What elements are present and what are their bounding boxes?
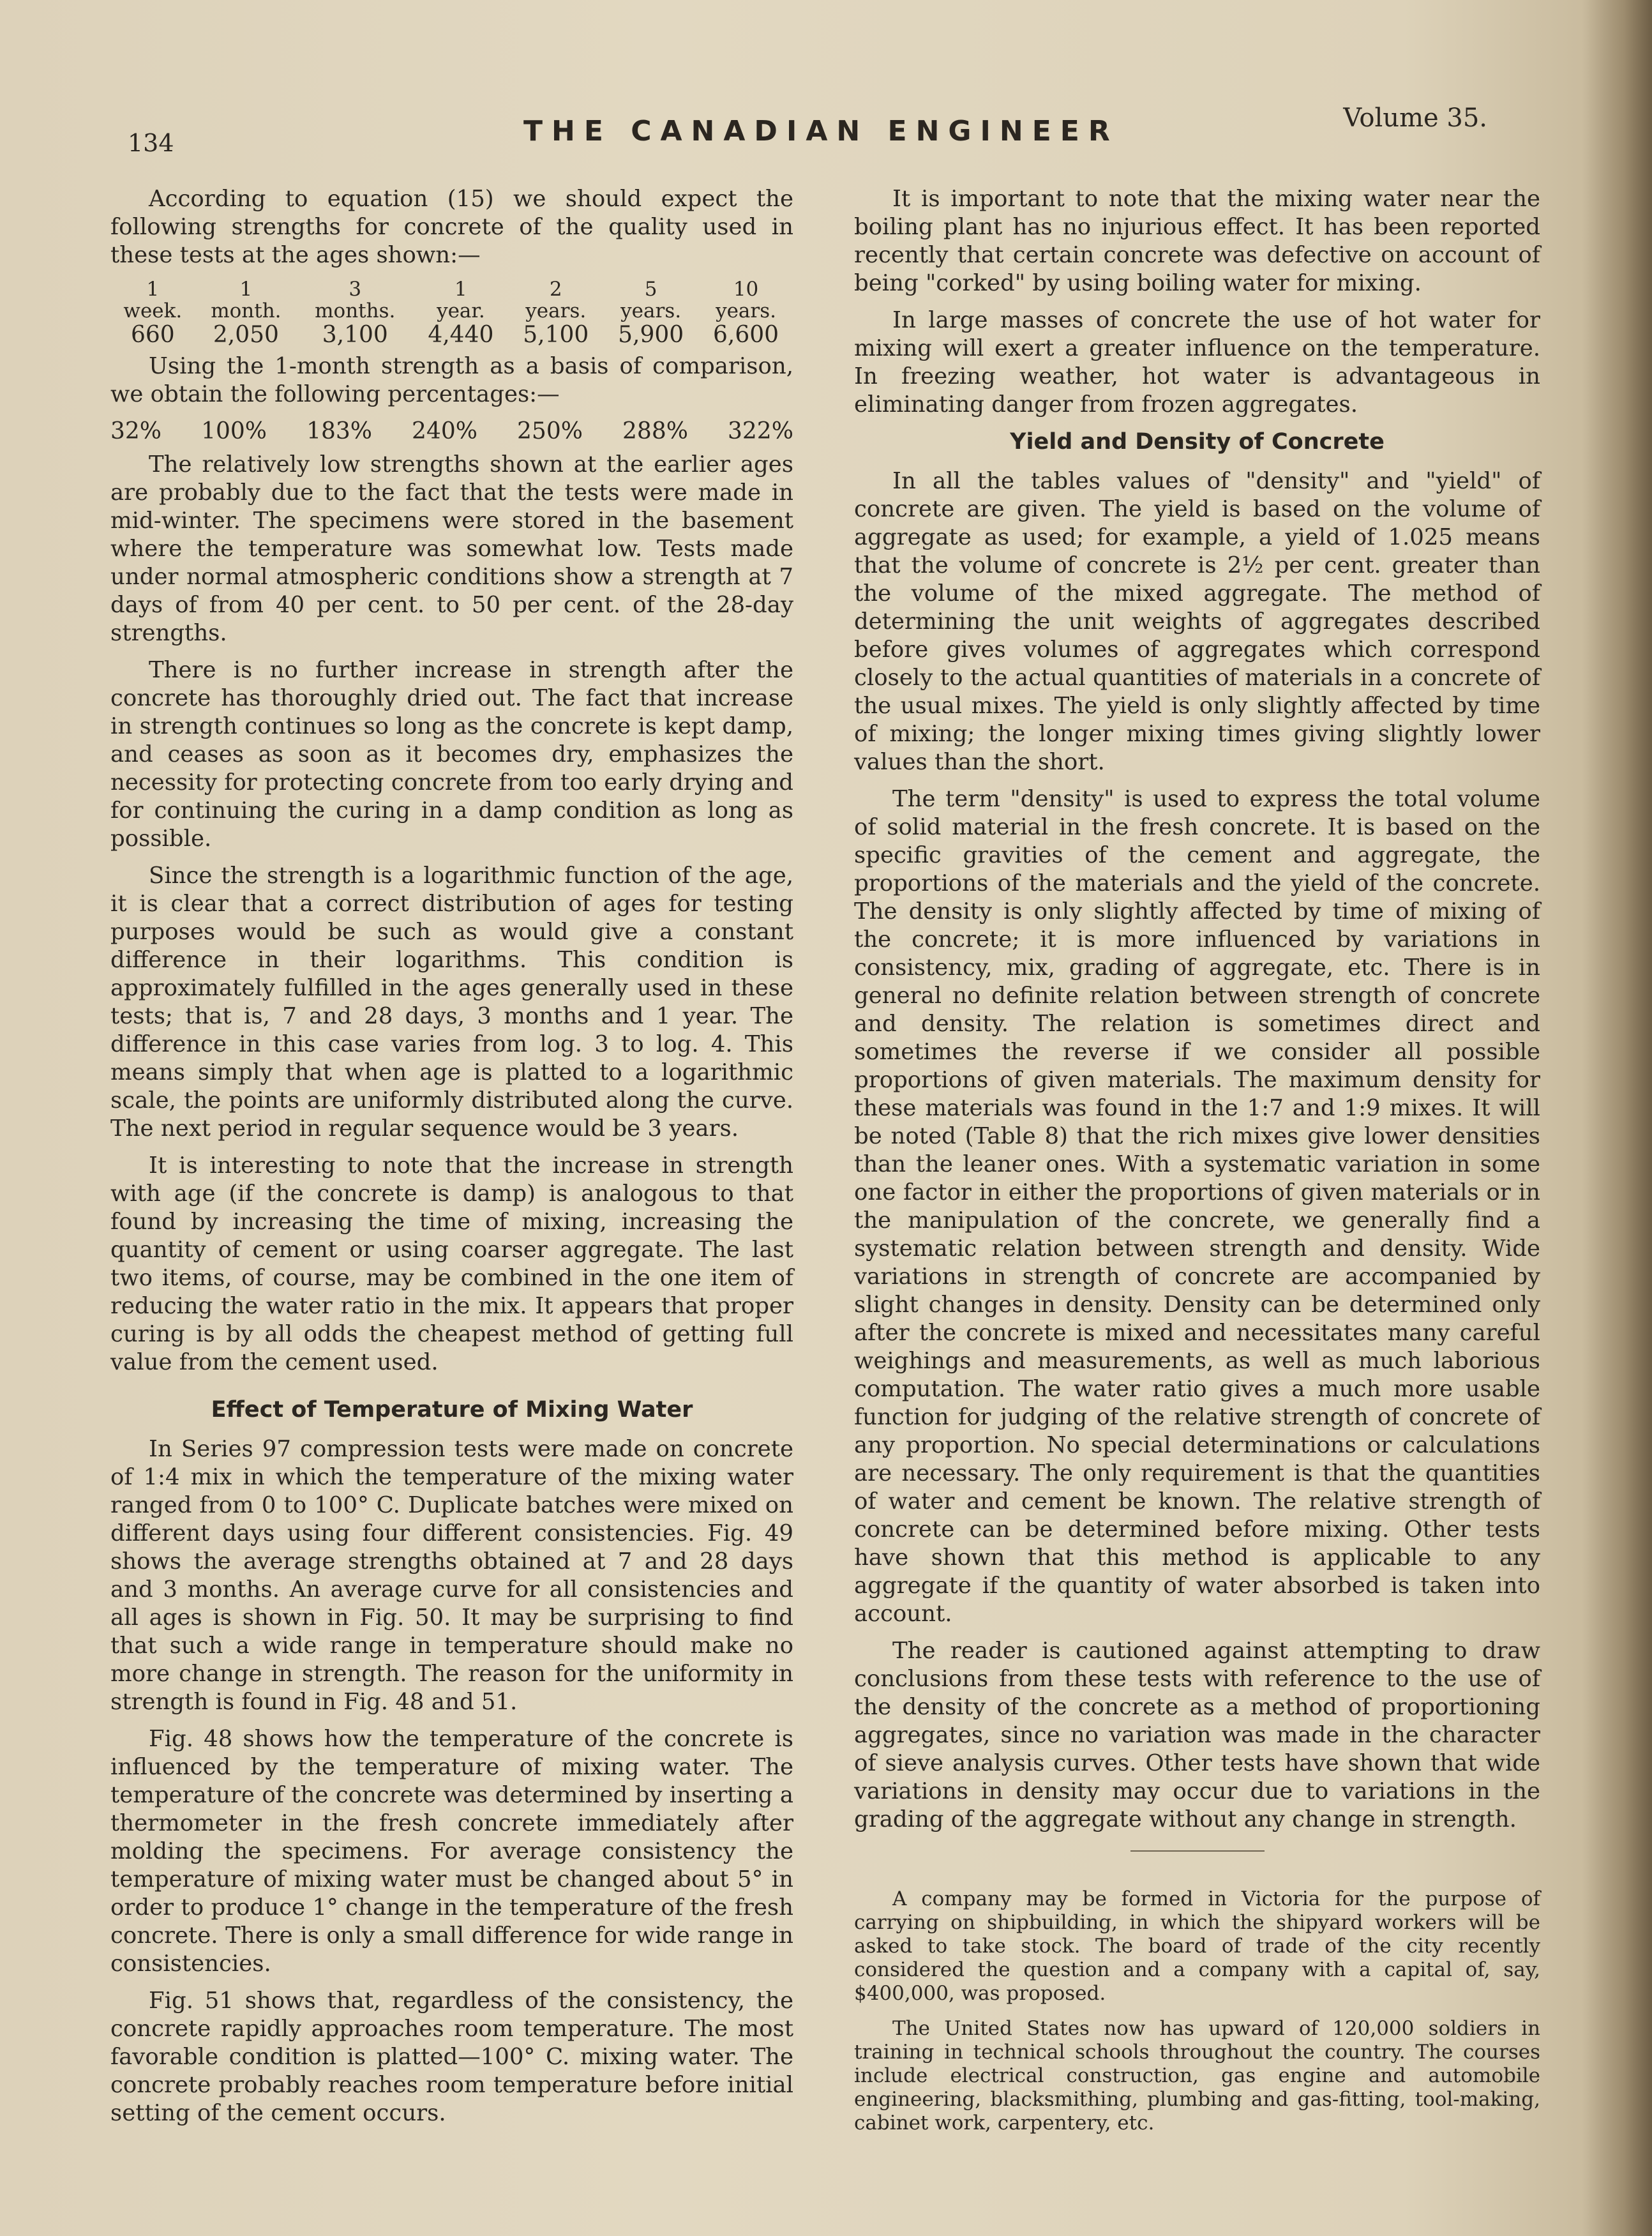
age-count: 1 [239, 278, 253, 301]
age-unit: months. [315, 299, 396, 322]
divider [1130, 1850, 1265, 1852]
strength-value: 5,900 [618, 322, 684, 348]
age-unit-row [110, 300, 793, 322]
strength-value: 6,600 [713, 322, 779, 348]
age-count: 1 [146, 278, 160, 301]
age-unit: years. [525, 299, 587, 322]
page-number: 134 [128, 129, 174, 157]
percentage: 250% [517, 418, 583, 444]
binding-shadow [1582, 0, 1652, 2236]
paragraph: According to equation (15) we should expect the following strengths for concrete of the quality used in these tests at the ages shown:— [110, 186, 793, 268]
news-notes [854, 1887, 1540, 2135]
news-note: A company may be formed in Victoria for the purpose of carrying on shipbuilding, in which the shipyard workers will be asked to take stock. The board of trade of the city recently considered the question and a company with a capital of, say, $400,000, was proposed. [854, 1887, 1540, 2005]
age-unit: years. [620, 299, 682, 322]
strength-value: 4,440 [428, 322, 494, 348]
paragraph: Fig. 51 shows that, regardless of the consistency, the concrete rapidly approaches room temperature. The most favorable condition is platted—100° C. mixing water. The concrete probably reaches room temperature before initial setting of the cement occurs. [110, 1988, 793, 2126]
age-count: 2 [549, 278, 562, 301]
section-heading: Effect of Temperature of Mixing Water [211, 1397, 693, 1423]
paragraph: The reader is cautioned against attempting to draw conclusions from these tests with reference to the use of the density of the concrete as a method of proportioning aggregates, since no variation was made in the character of sieve analysis curves. Other tests have shown that wide variations in density may occur due to variations in the grading of the aggregate without any change in strength. [854, 1638, 1540, 1832]
right-column [854, 185, 1540, 2147]
paragraph: Using the 1-month strength as a basis of comparison, we obtain the following percentages:— [110, 353, 793, 407]
paragraph: In all the tables values of "density" and "yield" of concrete are given. The yield is based on the volume of aggregate as used; for example, a yield of 1.025 means that the volume of concrete is 2½ per cent. greater than the volume of the mixed aggregate. The method of determining the unit weights of aggregates described before gives volumes of aggregates which correspond closely to the actual quantities of materials in a concrete of the usual mixes. The yield is only slightly affected by time of mixing; the longer mixing times giving slightly lower values than the short. [854, 468, 1540, 775]
percentage: 322% [728, 418, 793, 444]
percentage: 183% [306, 418, 372, 444]
paragraph: In large masses of concrete the use of hot water for mixing will exert a greater influence on the temperature. In freezing weather, hot water is advantageous in eliminating danger from frozen aggregates. [854, 307, 1540, 418]
age-count: 5 [644, 278, 657, 301]
paragraph: Fig. 48 shows how the temperature of the concrete is influenced by the temperature of mixing water. The temperature of the concrete was determined by inserting a thermometer in the fresh concrete immediately after molding the specimens. For average consistency the temperature of mixing water must be changed about 5° in order to produce 1° change in the temperature of the fresh concrete. There is only a small difference for wide range in consistencies. [110, 1726, 793, 1977]
age-count: 3 [349, 278, 362, 301]
age-count-row [110, 278, 793, 300]
section-heading: Yield and Density of Concrete [1010, 429, 1385, 455]
strength-value: 5,100 [523, 322, 589, 348]
age-count: 1 [454, 278, 467, 301]
paragraph: It is important to note that the mixing water near the boiling plant has no injurious effect. It has been reported recently that certain concrete was defective on account of being "corked" by using boiling water for mixing. [854, 186, 1540, 296]
paragraph: In Series 97 compression tests were made on concrete of 1:4 mix in which the temperature of the mixing water ranged from 0 to 100° C. Duplicate batches were mixed on different days using four different consistencies. Fig. 49 shows the average strengths obtained at 7 and 28 days and 3 months. An average curve for all consistencies and all ages is shown in Fig. 50. It may be surprising to find that such a wide range in temperature should make no more change in strength. The reason for the uniformity in strength is found in Fig. 48 and 51. [110, 1436, 793, 1715]
volume-label: Volume 35. [1343, 103, 1487, 133]
age-unit: year. [437, 299, 485, 322]
age-unit: years. [716, 299, 777, 322]
paragraph: The relatively low strengths shown at the earlier ages are probably due to the fact that the tests were made in mid-winter. The specimens were stored in the basement where the temperature was somewhat low. Tests made under normal atmospheric conditions show a strength at 7 days of from 40 per cent. to 50 per cent. of the 28-day strengths. [110, 451, 793, 646]
percentage: 32% [110, 418, 162, 444]
age-unit: month. [211, 299, 282, 322]
percentage: 288% [622, 418, 688, 444]
strength-by-age-table [110, 278, 793, 346]
percentages-row [110, 418, 793, 446]
journal-title: THE CANADIAN ENGINEER [523, 115, 1119, 147]
left-column [110, 185, 793, 2136]
paragraph: The term "density" is used to express the total volume of solid material in the fresh concrete. It is based on the specific gravities of the cement and aggregate, the proportions of the materials and the yield of the concrete. The density is only slightly affected by time of mixing of the concrete; it is more influenced by variations in consistency, mix, grading of aggregate, etc. There is in general no definite relation between strength of concrete and density. The relation is sometimes direct and sometimes the reverse if we consider all possible proportions of given materials. The maximum density for these materials was found in the 1:7 and 1:9 mixes. It will be noted (Table 8) that the rich mixes give lower densities than the leaner ones. With a systematic variation in some one factor in either the proportions of given materials or in the manipulation of the concrete, we generally find a systematic relation between strength and density. Wide variations in strength of concrete are accompanied by slight changes in density. Density can be determined only after the concrete is mixed and necessitates many careful weighings and measurements, as well as much laborious computation. The water ratio gives a much more usable function for judging of the relative strength of concrete of any proportion. No special determinations or calculations are necessary. The only requirement is that the quantities of water and cement be known. The relative strength of concrete can be determined before mixing. Other tests have shown that this method is applicable to any aggregate if the quantity of water absorbed is taken into account. [854, 786, 1540, 1627]
news-note: The United States now has upward of 120,000 soldiers in training in technical schools throughout the country. The courses include electrical construction, gas engine and automobile engineering, blacksmithing, plumbing and gas-fitting, tool-making, cabinet work, carpentery, etc. [854, 2017, 1540, 2134]
paragraph: It is interesting to note that the increase in strength with age (if the concrete is damp) is analogous to that found by increasing the time of mixing, increasing the quantity of cement or using coarser aggregate. The last two items, of course, may be combined in the one item of reducing the water ratio in the mix. It appears that proper curing is by all odds the cheapest method of getting full value from the cement used. [110, 1152, 793, 1375]
strength-value-row [110, 322, 793, 346]
paragraph: Since the strength is a logarithmic function of the age, it is clear that a correct distribution of ages for testing purposes would be such as would give a constant difference in their logarithms. This condition is approximately fulfilled in the ages generally used in these tests; that is, 7 and 28 days, 3 months and 1 year. The difference in this case varies from log. 3 to log. 4. This means simply that when age is platted to a logarithmic scale, the points are uniformly distributed along the curve. The next period in regular sequence would be 3 years. [110, 863, 793, 1142]
paragraph: There is no further increase in strength after the concrete has thoroughly dried out. The fact that increase in strength continues so long as the concrete is kept damp, and ceases as soon as it becomes dry, emphasizes the necessity for protecting concrete from too early drying and for continuing the curing in a damp condition as long as possible. [110, 657, 793, 852]
strength-value: 2,050 [213, 322, 279, 348]
age-unit: week. [123, 299, 183, 322]
page-header [128, 96, 1532, 157]
percentage: 100% [201, 418, 267, 444]
percentage: 240% [412, 418, 477, 444]
strength-value: 660 [131, 322, 175, 348]
age-count: 10 [733, 278, 759, 301]
strength-value: 3,100 [322, 322, 388, 348]
